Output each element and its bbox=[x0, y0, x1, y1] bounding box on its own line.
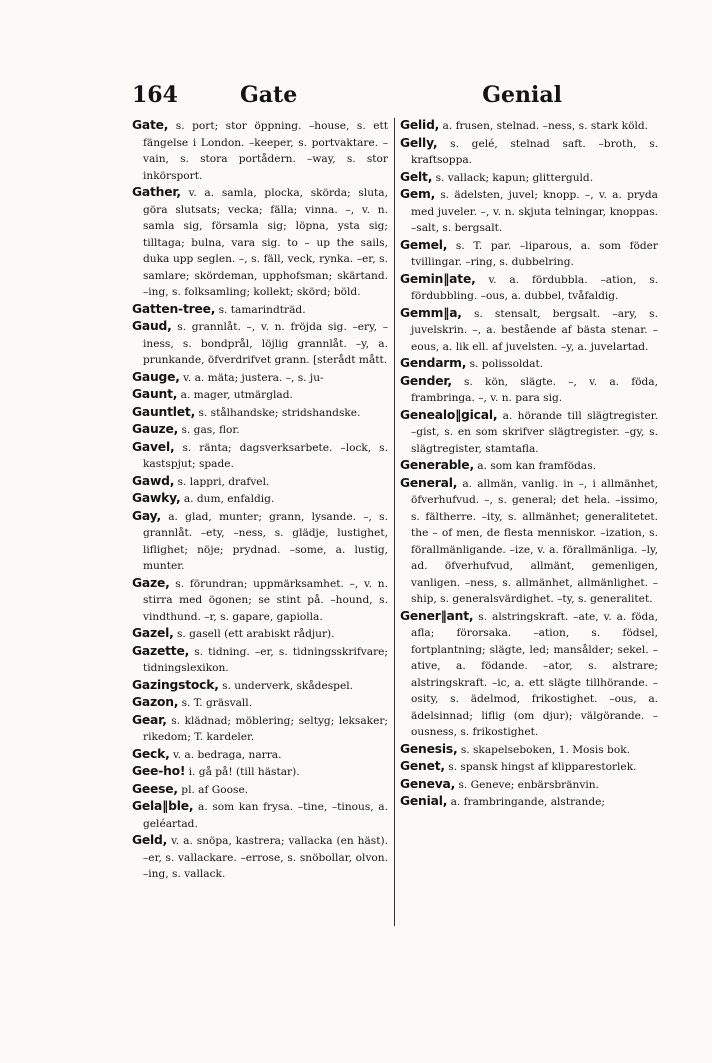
page-number: 164 bbox=[132, 82, 178, 108]
dictionary-entry bbox=[132, 832, 388, 883]
definition: pl. af Goose. bbox=[181, 783, 249, 796]
definition: i. gå på! (till hästar). bbox=[188, 766, 300, 778]
definition: a. frambringande, alstrande; bbox=[450, 796, 605, 808]
headword: Gavel, bbox=[132, 439, 175, 454]
dictionary-entry bbox=[132, 798, 388, 832]
headword: Gendarm, bbox=[400, 356, 467, 370]
headword: Genial, bbox=[400, 794, 448, 808]
headword: Gate, bbox=[132, 118, 169, 132]
headword: Gawd, bbox=[132, 473, 175, 488]
definition: a. frusen, stelnad. –ness, s. stark köld. bbox=[442, 120, 649, 132]
dictionary-entry bbox=[400, 608, 658, 741]
definition: a. som kan frysa. –tine, –tinous, a. geléartad. bbox=[143, 801, 388, 830]
dictionary-entry bbox=[400, 741, 658, 759]
guide-word-left: Gate bbox=[240, 82, 298, 108]
dictionary-entry bbox=[132, 301, 388, 319]
definition: s. gasell (ett arabiskt rådjur). bbox=[176, 628, 335, 640]
dictionary-entry bbox=[400, 237, 658, 271]
headword: Gee-ho! bbox=[132, 764, 186, 778]
right-column bbox=[400, 117, 658, 811]
dictionary-entry bbox=[400, 407, 658, 458]
headword: Gaze, bbox=[132, 575, 170, 590]
headword: Gazingstock, bbox=[132, 677, 219, 692]
headword: Gaunt, bbox=[132, 387, 178, 401]
definition: s. gelé, stelnad saft. –broth, s. kraftsoppa. bbox=[411, 137, 658, 166]
headword: Gazel, bbox=[132, 626, 174, 640]
definition: s. Geneve; enbärsbränvin. bbox=[458, 778, 599, 791]
headword: Gelly, bbox=[400, 135, 438, 150]
headword: Gela‖ble, bbox=[132, 799, 194, 813]
dictionary-entry bbox=[400, 305, 658, 356]
dictionary-entry bbox=[132, 746, 388, 764]
definition: s. grannlåt. –, v. n. fröjda sig. –ery, –iness, s. bondprål, löjlig grannlåt. –y, a. prunkande, öfverdrifvet grann. [sterådt mått. bbox=[143, 321, 388, 366]
headword: Gemin‖ate, bbox=[400, 271, 476, 286]
definition: a. glad, munter; grann, lysande. –, s. grannlåt. –ety, –ness, s. glädje, lustighet, liflighet; nöje; prydnad. –some, a. lustig, munter. bbox=[143, 510, 388, 572]
definition: a. dum, enfaldig. bbox=[183, 493, 275, 505]
headword: Gauge, bbox=[132, 369, 180, 384]
dictionary-entry bbox=[132, 712, 388, 746]
dictionary-entry bbox=[132, 369, 388, 387]
headword: Gemel, bbox=[400, 237, 448, 252]
dictionary-entry bbox=[400, 135, 658, 169]
headword: Gauze, bbox=[132, 422, 179, 436]
dictionary-entry bbox=[132, 677, 388, 695]
definition: a. allmän, vanlig. in –, i allmänhet, öfverhufvud. –, s. general; det hela. –issimo, s. fältherre. –ity, s. allmänhet; generalitetet. the – of men, de flesta menniskor. –ization, s. förallmänligande. –ize, v. a. förallmänliga. –ly, ad. öfverhufvud, allmänt, gemenligen, vanligen. –ness, s. allmänhet, allmänlighet. –ship, s. generalsvärdighet. –ty, s. generalitet. bbox=[411, 477, 658, 605]
definition: s. underverk, skådespel. bbox=[222, 679, 353, 692]
dictionary-entry bbox=[132, 508, 388, 575]
dictionary-entry bbox=[400, 776, 658, 794]
headword: Genealo‖gical, bbox=[400, 407, 498, 422]
headword: Gather, bbox=[132, 185, 181, 199]
headword: Geld, bbox=[132, 833, 168, 847]
headword: Geese, bbox=[132, 781, 178, 796]
dictionary-entry bbox=[132, 763, 388, 781]
definition: s. ädelsten, juvel; knopp. –, v. a. pryda med juveler. –, v. n. skjuta telningar, knoppas. –salt, s. bergsalt. bbox=[411, 189, 658, 234]
definition: v. a. samla, plocka, skörda; sluta, göra slutsats; vecka; fälla; vinna. –, v. n. samla sig, församla sig; löpna, ysta sig; tilltaga; bulna, vara sig. to – up the sails, duka upp seglen. –, s. fäll, veck, rynka. –er, s. samlare; skördeman, upphofsman; skärtand. –ing, s. folksamling; kollekt; skörd; böld. bbox=[143, 187, 388, 298]
definition: s. kön, slägte. –, v. a. föda, frambringa. –, v. n. para sig. bbox=[411, 375, 658, 404]
headword: Gender, bbox=[400, 373, 452, 388]
guide-word-right: Genial bbox=[482, 82, 562, 108]
definition: s. polissoldat. bbox=[469, 358, 544, 370]
dictionary-entry bbox=[132, 575, 388, 626]
headword: Gener‖ant, bbox=[400, 608, 474, 623]
headword: Gazette, bbox=[132, 643, 190, 658]
dictionary-entry bbox=[400, 186, 658, 237]
headword: Gear, bbox=[132, 712, 167, 727]
headword: Gelid, bbox=[400, 118, 440, 132]
dictionary-entry bbox=[400, 793, 658, 811]
definition: v. a. snöpa, kastrera; vallacka (en häst). –er, s. vallackare. –errose, s. snöbollar, olvon. –ing, s. vallack. bbox=[143, 835, 388, 880]
headword: Gaud, bbox=[132, 319, 172, 333]
dictionary-entry bbox=[132, 643, 388, 677]
definition: s. skapelseboken, 1. Mosis bok. bbox=[460, 743, 630, 756]
dictionary-entry bbox=[400, 475, 658, 608]
headword: Gawky, bbox=[132, 491, 181, 505]
headword: Gauntlet, bbox=[132, 404, 196, 419]
headword: General, bbox=[400, 475, 458, 490]
headword: Gelt, bbox=[400, 169, 433, 184]
left-column bbox=[132, 117, 388, 883]
definition: a. hörande till slägtregister. –gist, s. en som skrifver slägtregister. –gy, s. slägtregister, stamtafla. bbox=[411, 409, 658, 455]
definition: s. gas, flor. bbox=[181, 424, 240, 436]
definition: s. stålhandske; stridshandske. bbox=[198, 406, 361, 419]
definition: s. ränta; dagsverksarbete. –lock, s. kastspjut; spade. bbox=[143, 441, 388, 470]
headword: Gatten-tree, bbox=[132, 301, 216, 316]
dictionary-entry bbox=[132, 490, 388, 508]
dictionary-entry bbox=[132, 404, 388, 422]
definition: s. vallack; kapun; glitterguld. bbox=[435, 171, 594, 184]
definition: s. alstringskraft. –ate, v. a. föda, afla; förorsaka. –ation, s. födsel, fortplantning; slägte, led; mansålder; sekel. –ative, a. födande. –ator, s. alstrare; alstringskraft. –ic, a. ett slägte tillhörande. –osity, s. ädelmod, frikostighet. –ous, a. ädelsinnad; liflig (om djur); välgörande. –ousness, s. frikostighet. bbox=[411, 610, 658, 738]
definition: v. a. fördubbla. –ation, s. fördubbling. –ous, a. dubbel, tvåfaldig. bbox=[411, 273, 658, 302]
dictionary-entry bbox=[132, 694, 388, 712]
definition: s. lappri, drafvel. bbox=[177, 475, 270, 488]
definition: v. a. mäta; justera. –, s. ju- bbox=[183, 371, 324, 384]
dictionary-entry bbox=[400, 355, 658, 373]
headword: Generable, bbox=[400, 458, 474, 472]
dictionary-entry bbox=[132, 184, 388, 301]
definition: s. T. gräsvall. bbox=[181, 697, 253, 709]
column-divider bbox=[394, 118, 395, 926]
headword: Geneva, bbox=[400, 776, 456, 791]
definition: s. stensalt, bergsalt. –ary, s. juvelskrin. –, a. bestående af bästa stenar. –eous, a. lik ell. af juvelsten. –y, a. juvelartad. bbox=[411, 307, 658, 353]
dictionary-entry bbox=[132, 386, 388, 404]
dictionary-entry bbox=[132, 117, 388, 184]
dictionary-entry bbox=[400, 271, 658, 305]
definition: s. spansk hingst af klipparestorlek. bbox=[448, 761, 637, 773]
dictionary-entry bbox=[132, 781, 388, 799]
definition: s. tamarindträd. bbox=[218, 303, 306, 316]
definition: a. mager, utmärglad. bbox=[180, 389, 293, 401]
definition: s. klädnad; möblering; seltyg; leksaker; rikedom; T. kardeler. bbox=[143, 714, 388, 743]
definition: s. T. par. –liparous, a. som föder tvillingar. –ring, s. dubbelring. bbox=[411, 239, 658, 268]
definition: s. förundran; uppmärksamhet. –, v. n. stirra med ögonen; se stint på. –hound, s. vindthund. –r, s. gapare, gapiolla. bbox=[143, 577, 388, 623]
dictionary-entry bbox=[132, 421, 388, 439]
running-header bbox=[132, 72, 562, 112]
dictionary-entry bbox=[400, 117, 658, 135]
definition: v. a. bedraga, narra. bbox=[172, 748, 282, 761]
dictionary-entry bbox=[400, 169, 658, 187]
definition: a. som kan framfödas. bbox=[477, 460, 597, 472]
headword: Geck, bbox=[132, 746, 170, 761]
dictionary-entry bbox=[400, 373, 658, 407]
headword: Genesis, bbox=[400, 741, 458, 756]
definition: s. tidning. –er, s. tidningsskrifvare; tidningslexikon. bbox=[143, 645, 388, 674]
dictionary-entry bbox=[132, 625, 388, 643]
headword: Gemm‖a, bbox=[400, 305, 462, 320]
dictionary-entry bbox=[132, 473, 388, 491]
headword: Gem, bbox=[400, 187, 436, 201]
dictionary-entry bbox=[132, 439, 388, 473]
headword: Gazon, bbox=[132, 695, 179, 709]
definition: s. port; stor öppning. –house, s. ett fängelse i London. –keeper, s. portvaktare. –vain, s. stora portådern. –way, s. stor inkörsport. bbox=[143, 120, 388, 182]
headword: Genet, bbox=[400, 759, 445, 773]
dictionary-entry bbox=[400, 758, 658, 776]
dictionary-entry bbox=[132, 318, 388, 369]
dictionary-entry bbox=[400, 457, 658, 475]
headword: Gay, bbox=[132, 508, 161, 523]
